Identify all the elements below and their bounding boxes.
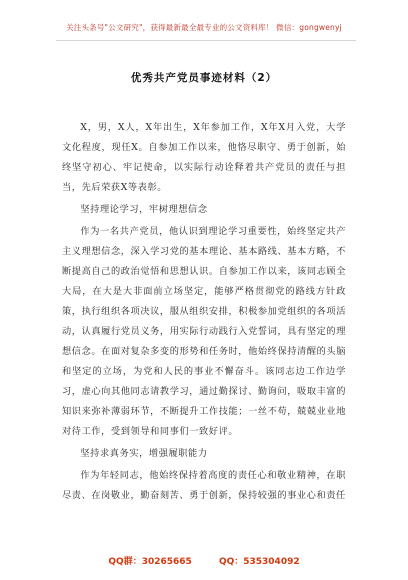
qq-group-number: QQ群：30265665 bbox=[108, 557, 192, 567]
qq-number: QQ：535304092 bbox=[218, 557, 300, 567]
body-paragraph: 作为一名共产党员，他认识到理论学习重要性，始终坚定共产主义理想信念，深入学习党的基本理论、基本路线、基本方略，不断提高自己的政治觉悟和思想认识。自参加工作以来，该同志顾全大局，在大是大非面前立场坚定，能够严格贯彻党的路线方针政策，执行组织各项决议，服从组织安排，积极参加党组织的各项活动，认真履行党员义务，用实际行动践行入党誓词，具有坚定的理想信念。在面对复杂多变的形势和任务时，他始终保持清醒的头脑和坚定的立场，为党和人民的事业不懈奋斗。该同志边工作边学习，虚心向其他同志请教学习，通过勤探讨、勤询问，吸取丰富的知识来弥补薄弱环节，不断提升工作技能；一丝不苟，兢兢业业地对待工作，受到领导和同事们一致好评。 bbox=[62, 226, 346, 437]
intro-paragraph: X，男，X人，X年出生，X年参加工作，X年X月入党，大学文化程度，现任X。自参加工作以来，他恪尽职守、勇于创新，始终坚守初心、牢记使命，以实际行动诠释着共产党员的责任与担当，先后荣获X等表彰。 bbox=[62, 122, 346, 193]
header-notice: 关注头条号"公文研究"，获得最新最全最专业的公文资料库！ 微信：gongwenyj bbox=[66, 23, 342, 32]
section-heading: 坚持求真务实，增强履职能力 bbox=[80, 448, 208, 459]
body-paragraph: 作为年轻同志，他始终保持着高度的责任心和敬业精神，在职尽责、在岗敬业，勤奋刻苦、勇于创新，保持较强的事业心和责任 bbox=[62, 470, 346, 501]
footer-contact bbox=[0, 554, 408, 567]
header-divider bbox=[56, 40, 356, 41]
document-title: 优秀共产党员事迹材料（2） bbox=[130, 72, 278, 84]
document-body bbox=[62, 118, 346, 506]
section-heading: 坚持理论学习，牢树理想信念 bbox=[80, 204, 208, 215]
